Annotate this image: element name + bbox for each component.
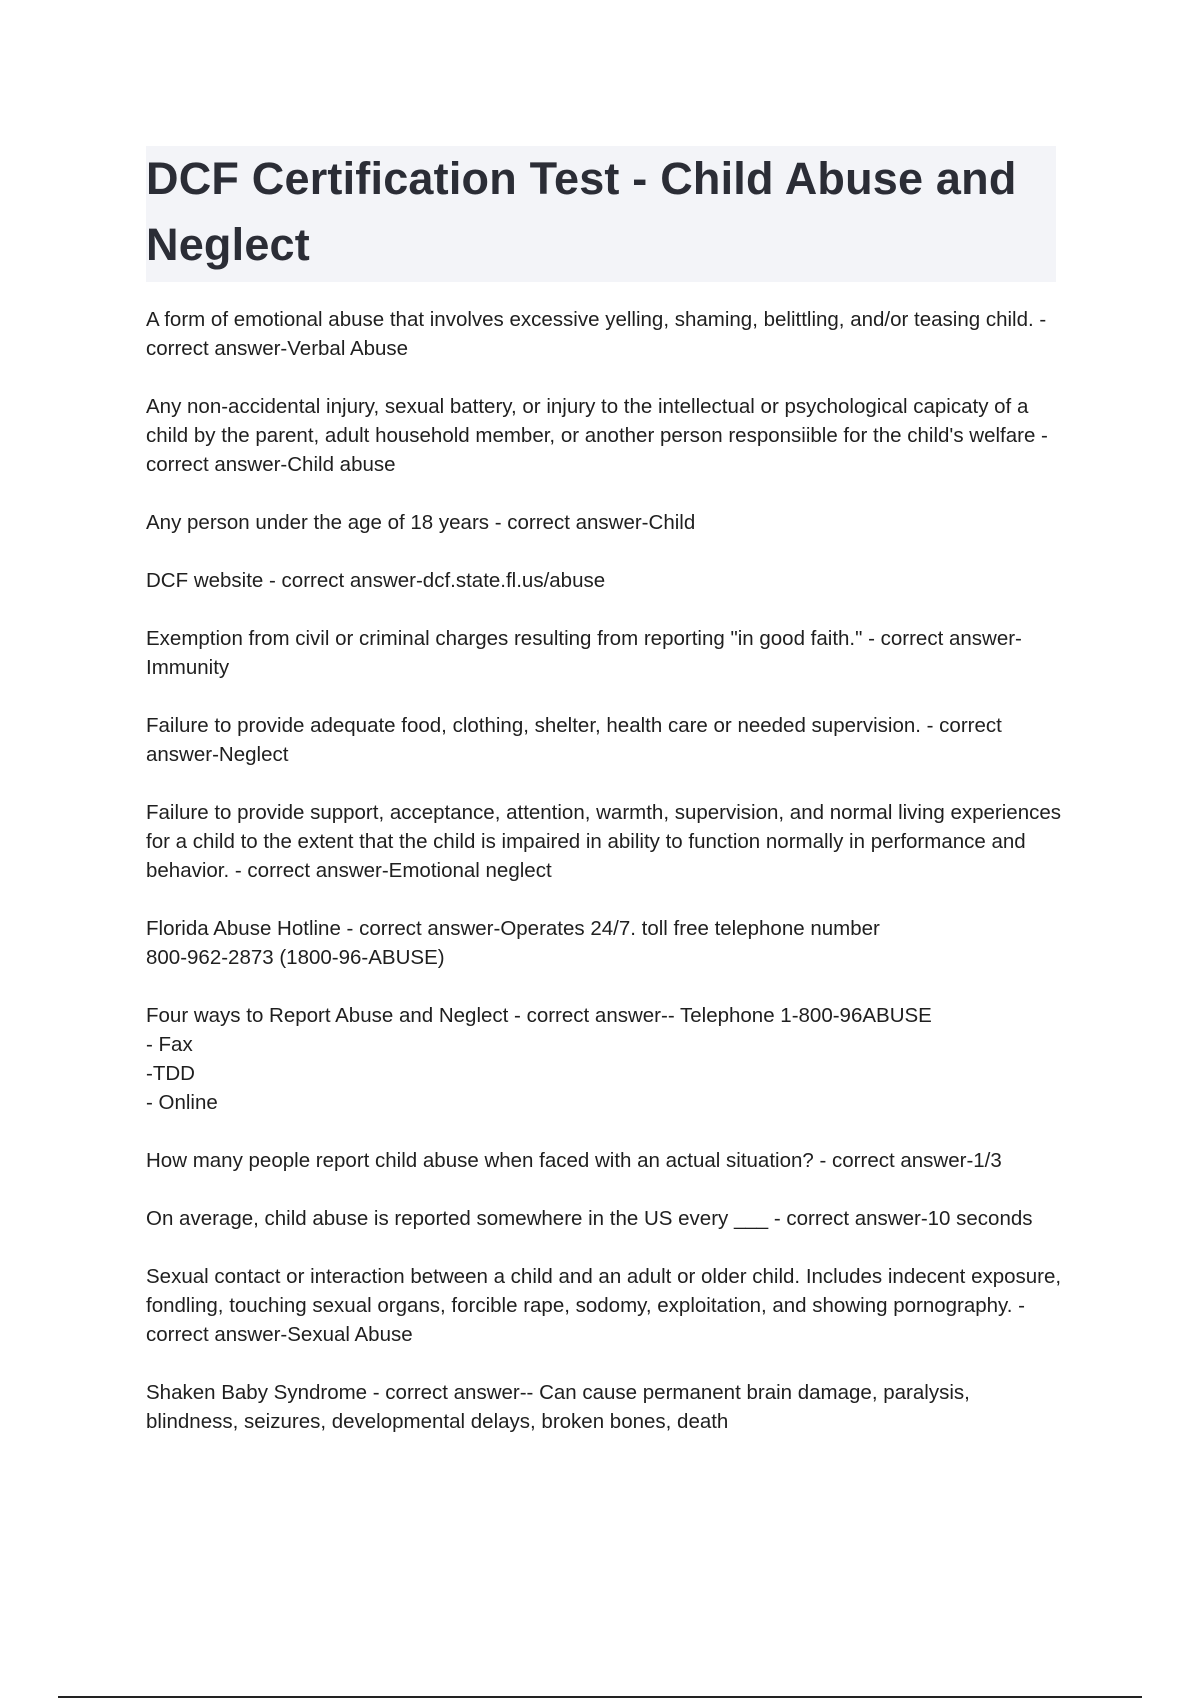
qa-entry: Shaken Baby Syndrome - correct answer-- Can cause permanent brain damage, paralysis, blindness, seizures, developmental delays, broken bones, death: [146, 1381, 970, 1433]
qa-entry: DCF website - correct answer-dcf.state.fl.us/abuse: [146, 569, 606, 592]
document-title: DCF Certification Test - Child Abuse and Neglect: [146, 153, 1017, 270]
qa-entry: Any non-accidental injury, sexual battery, or injury to the intellectual or psychological capicaty of a child by the parent, adult household member, or another person responsiible for the child's welfare - correct answer-Child abuse: [146, 395, 1048, 476]
qa-entry: Any person under the age of 18 years - correct answer-Child: [146, 511, 696, 534]
qa-entry: A form of emotional abuse that involves excessive yelling, shaming, belittling, and/or teasing child. - correct answer-Verbal Abuse: [146, 308, 1047, 360]
title-block: [146, 146, 1056, 282]
qa-entry: On average, child abuse is reported somewhere in the US every ___ - correct answer-10 seconds: [146, 1207, 1033, 1230]
qa-entry: Failure to provide support, acceptance, attention, warmth, supervision, and normal living experiences for a child to the extent that the child is impaired in ability to function normally in performance and behavior. - correct answer-Emotional neglect: [146, 801, 1062, 882]
qa-entry: Exemption from civil or criminal charges resulting from reporting "in good faith." - correct answer-Immunity: [146, 627, 1022, 679]
qa-entry: Florida Abuse Hotline - correct answer-Operates 24/7. toll free telephone number 800-962-2873 (1800-96-ABUSE): [146, 917, 880, 969]
footer-divider: [58, 1696, 1142, 1698]
qa-entry: How many people report child abuse when faced with an actual situation? - correct answer-1/3: [146, 1149, 1002, 1172]
qa-entry: Sexual contact or interaction between a child and an adult or older child. Includes indecent exposure, fondling, touching sexual organs, forcible rape, sodomy, exploitation, and showing pornography. - correct answer-Sexual Abuse: [146, 1265, 1062, 1346]
qa-entry: Failure to provide adequate food, clothing, shelter, health care or needed supervision. - correct answer-Neglect: [146, 714, 1002, 766]
qa-list: [146, 305, 1066, 1465]
qa-entry: Four ways to Report Abuse and Neglect - correct answer-- Telephone 1-800-96ABUSE - Fax -TDD - Online: [146, 1004, 932, 1114]
